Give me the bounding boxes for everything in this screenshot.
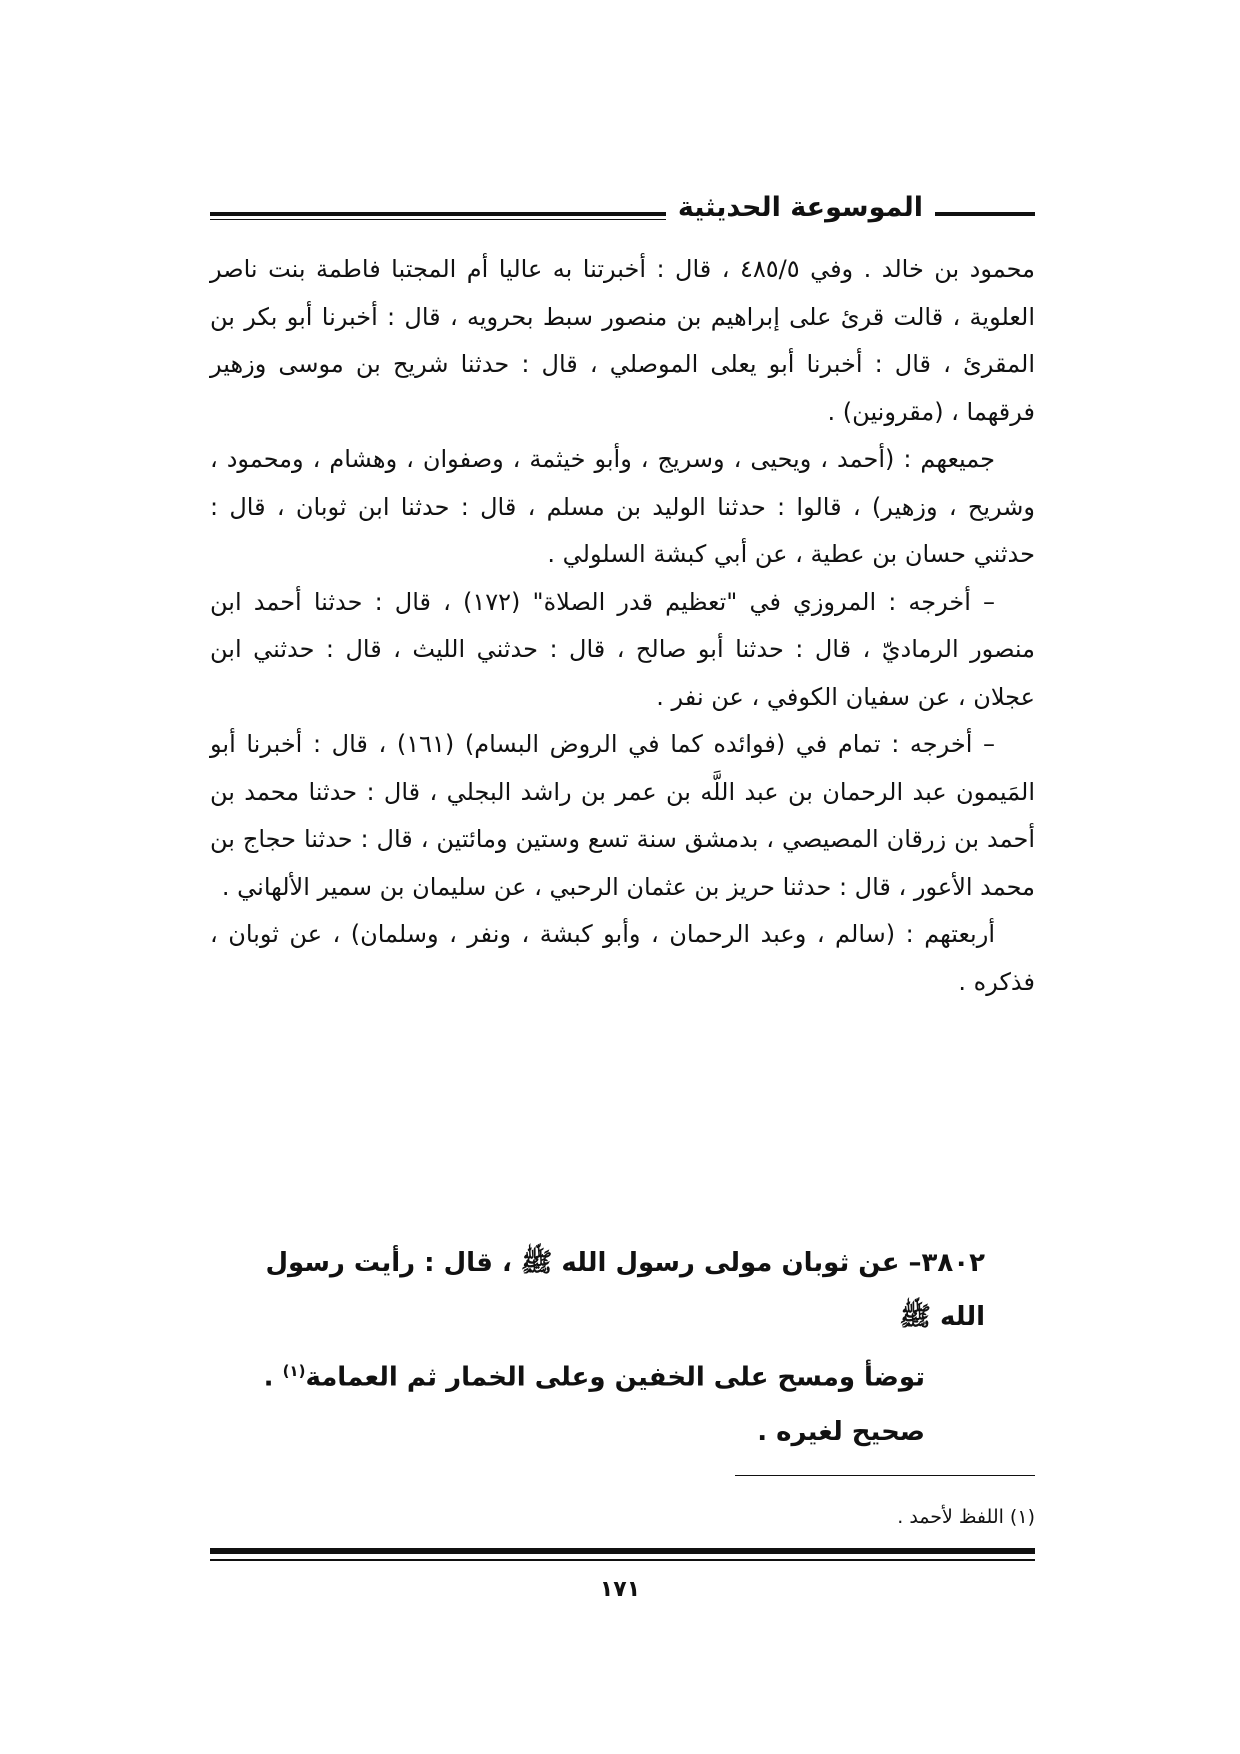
header-title: الموسوعة الحديثية <box>666 190 935 226</box>
hadith-line-1: ٣٨٠٢– عن ثوبان مولى رسول الله ﷺ ، قال : رأيت رسول الله ﷺ <box>265 1248 985 1332</box>
header-rule-right <box>935 212 1035 216</box>
body-text <box>210 246 1035 1006</box>
header-rule-left-thin <box>210 219 735 220</box>
paragraph-2: جميعهم : (أحمد ، ويحيى ، وسريج ، وأبو خيثمة ، وصفوان ، وهشام ، ومحمود ، وشريح ، وزهير) ، قالوا : حدثنا الوليد بن مسلم ، قال : حدثنا ابن ثوبان ، قال : حدثني حسان بن عطية ، عن أبي كبشة السلولي . <box>210 445 1035 568</box>
paragraph-3: – أخرجه : المروزي في "تعظيم قدر الصلاة" (١٧٢) ، قال : حدثنا أحمد ابن منصور الرماديّ ، قال : حدثنا أبو صالح ، قال : حدثني الليث ، قال : حدثني ابن عجلان ، عن سفيان الكوفي ، عن نفر . <box>210 587 1035 711</box>
paragraph-1: محمود بن خالد . وفي ٤٨٥/٥ ، قال : أخبرتنا به عاليا أم المجتبا فاطمة بنت ناصر العلوية ، قالت قرئ على إبراهيم بن منصور سبط بحرويه ، قال : أخبرنا أبو بكر بن المقرئ ، قال : أخبرنا أبو يعلى الموصلي ، قال : حدثنا شريح بن موسى وزهير فرقهما ، (مقرونين) . <box>210 255 1035 426</box>
paragraph-5: أربعتهم : (سالم ، وعبد الرحمان ، وأبو كبشة ، ونفر ، وسلمان) ، عن ثوبان ، فذكره . <box>210 920 1035 996</box>
running-header <box>210 190 1035 230</box>
hadith-block <box>260 1236 985 1459</box>
hadith-line-2 <box>260 1344 985 1405</box>
header-rule-left <box>210 212 735 216</box>
footer-rule-thin <box>210 1559 1035 1561</box>
page-number: ١٧١ <box>599 1577 641 1602</box>
footnote-marker[interactable]: (١) <box>282 1362 306 1380</box>
footnote: (١) اللفظ لأحمد . <box>897 1506 1035 1528</box>
paragraph-4: – أخرجه : تمام في (فوائده كما في الروض البسام) (١٦١) ، قال : أخبرنا أبو المَيمون عبد الرحمان بن عبد اللَّه بن عمر بن راشد البجلي ، قال : حدثنا محمد بن أحمد بن زرقان المصيصي ، بدمشق سنة تسع وستين ومائتين ، قال : حدثنا حجاج بن محمد الأعور ، قال : حدثنا حريز بن عثمان الرحبي ، عن سليمان بن سمير الألهاني . <box>210 730 1035 901</box>
footnote-separator <box>735 1475 1035 1476</box>
hadith-line-2-text: توضأ ومسح على الخفين وعلى الخمار ثم العمامة <box>305 1362 925 1393</box>
hadith-grade: صحيح لغيره . <box>757 1416 925 1447</box>
footer-rule-thick <box>210 1548 1035 1554</box>
hadith-line-2-end: . <box>263 1362 283 1393</box>
